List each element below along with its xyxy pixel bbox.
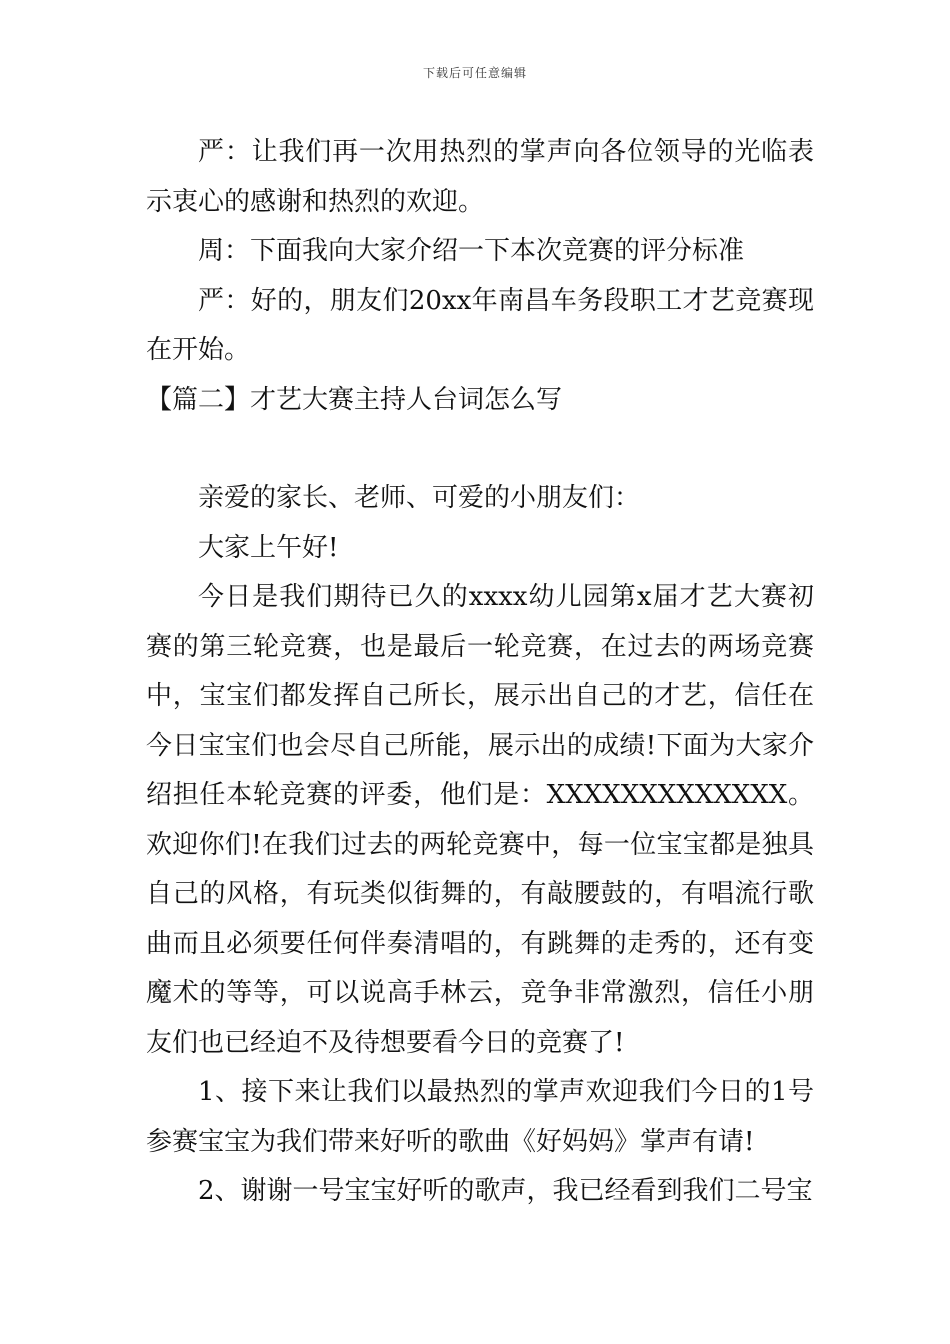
page-header-note: 下载后可任意编辑 — [422, 66, 527, 80]
paragraph-contestant-2: 2、谢谢一号宝宝好听的歌声，我已经看到我们二号宝 — [198, 1176, 813, 1206]
document-body — [146, 128, 814, 1217]
paragraph-good-morning: 大家上午好! — [198, 532, 339, 563]
paragraph-scoring-intro: 周：下面我向大家介绍一下本次竞赛的评分标准 — [198, 236, 745, 266]
paragraph-greeting: 亲爱的家长、老师、可爱的小朋友们： — [198, 483, 641, 513]
paragraph-closing-thanks: 严：让我们再一次用热烈的掌声向各位领导的光临表示衷心的感谢和热烈的欢迎。 — [146, 137, 814, 217]
paragraph-competition-start: 严：好的，朋友们20xx年南昌车务段职工才艺竞赛现在开始。 — [146, 285, 814, 365]
section-heading: 【篇二】才艺大赛主持人台词怎么写 — [146, 384, 563, 415]
section-spacer — [146, 425, 814, 474]
paragraph-contestant-1: 1、接下来让我们以最热烈的掌声欢迎我们今日的1号参赛宝宝为我们带来好听的歌曲《好妈妈》掌声有请! — [146, 1077, 814, 1157]
paragraph-opening-speech: 今日是我们期待已久的xxxx幼儿园第x届才艺大赛初赛的第三轮竞赛，也是最后一轮竞赛，在过去的两场竞赛中，宝宝们都发挥自己所长，展示出自己的才艺，信任在今日宝宝们也会尽自己所能，展示出的成绩!下面为大家介绍担任本轮竞赛的评委，他们是：XXXXXXXXXXXXX。欢迎你们!在我们过去的两轮竞赛中，每一位宝宝都是独具自己的风格，有玩类似街舞的，有敲腰鼓的，有唱流行歌曲而且必须要任何伴奏清唱的，有跳舞的走秀的，还有变魔术的等等，可以说高手林云，竞争非常激烈，信任小朋友们也已经迫不及待想要看今日的竞赛了! — [146, 582, 814, 1058]
